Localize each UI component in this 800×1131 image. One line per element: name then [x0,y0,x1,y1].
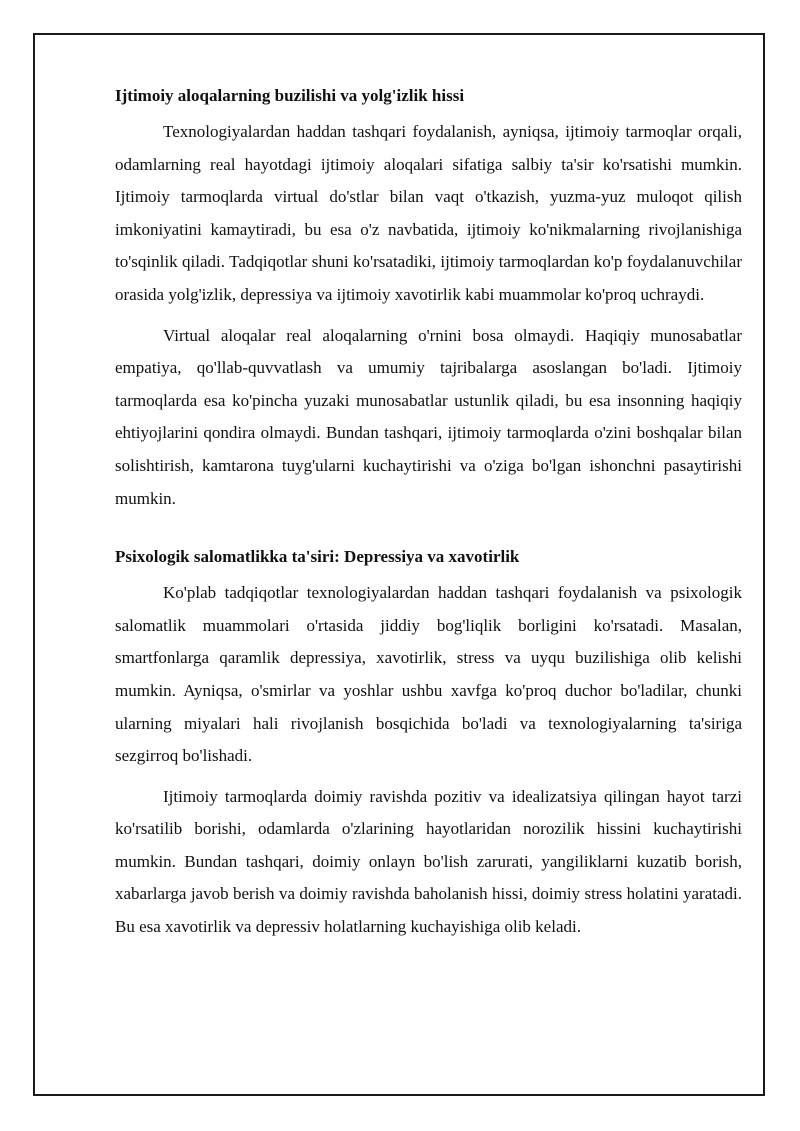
paragraph-3: Ko'plab tadqiqotlar texnologiyalardan haddan tashqari foydalanish va psixologik salomatlik muammolari o'rtasida jiddiy bog'liqlik borligini ko'rsatadi. Masalan, smartfonlarga qaramlik depressiya, xavotirlik, stress va uyqu buzilishiga olib kelishi mumkin. Ayniqsa, o'smirlar va yoshlar ushbu xavfga ko'proq duchor bo'ladilar, chunki ularning miyalari hali rivojlanish bosqichida bo'ladi va texnologiyalarning ta'siriga sezgirroq bo'lishadi. [115,583,742,766]
section-heading-social-connections: Ijtimoiy aloqalarning buzilishi va yolg'izlik hissi [115,86,465,105]
paragraph-2: Virtual aloqalar real aloqalarning o'rnini bosa olmaydi. Haqiqiy munosabatlar empatiya, qo'llab-quvvatlash va umumiy tajribalarga asoslangan bo'ladi. Ijtimoiy tarmoqlarda esa ko'pincha yuzaki munosabatlar ustunlik qiladi, bu esa insonning haqiqiy ehtiyojlarini qondira olmaydi. Bundan tashqari, ijtimoiy tarmoqlarda o'zini boshqalar bilan solishtirish, kamtarona tuyg'ularni kuchaytirishi va o'ziga bo'lgan ishonchni pasaytirishi mumkin. [115,325,742,508]
paragraph-1: Texnologiyalardan haddan tashqari foydalanish, ayniqsa, ijtimoiy tarmoqlar orqali, odamlarning real hayotdagi ijtimoiy aloqalari sifatiga salbiy ta'sir ko'rsatishi mumkin. Ijtimoiy tarmoqlarda virtual do'stlar bilan vaqt o'tkazish, yuzma-yuz muloqot qilish imkoniyatini kamaytiradi, bu esa o'z navbatida, ijtimoiy ko'nikmalarning rivojlanishiga to'sqinlik qiladi. Tadqiqotlar shuni ko'rsatadiki, ijtimoiy tarmoqlardan ko'p foydalanuvchilar orasida yolg'izlik, depressiya va ijtimoiy xavotirlik kabi muammolar ko'proq uchraydi. [115,122,742,304]
paragraph-4: Ijtimoiy tarmoqlarda doimiy ravishda pozitiv va idealizatsiya qilingan hayot tarzi ko'rsatilib borishi, odamlarda o'zlarining hayotlaridan norozilik hissini kuchaytirishi mumkin. Bundan tashqari, doimiy onlayn bo'lish zarurati, yangiliklarni kuzatib borish, xabarlarga javob berish va doimiy ravishda baholanish hissi, doimiy stress holatini yaratadi. Bu esa xavotirlik va depressiv holatlarning kuchayishiga olib keladi. [115,786,742,937]
document-body [115,84,742,952]
section-heading-psychological-health: Psixologik salomatlikka ta'siri: Depressiya va xavotirlik [115,547,520,567]
